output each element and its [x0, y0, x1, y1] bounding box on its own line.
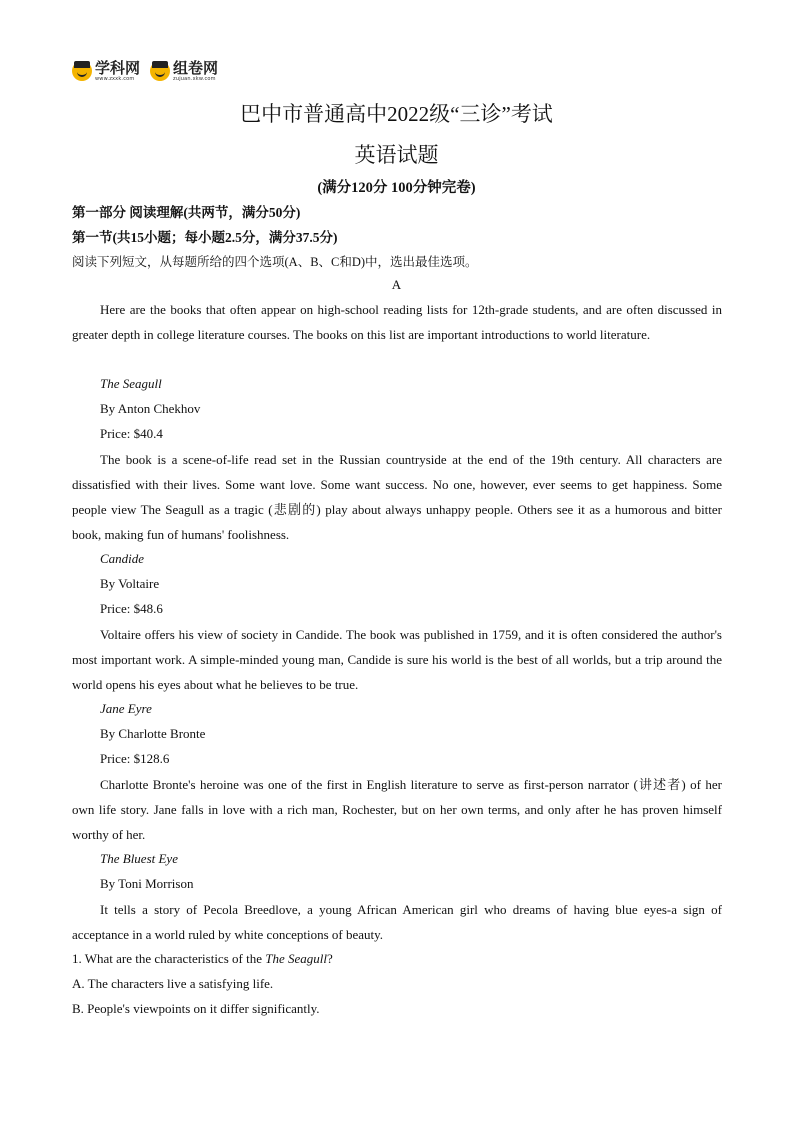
book-author: By Voltaire: [100, 576, 160, 591]
option-b: B. People's viewpoints on it differ significantly.: [72, 1001, 320, 1016]
question-stem: [72, 951, 333, 967]
owl-icon: [150, 61, 170, 81]
owl-icon: [72, 61, 92, 81]
book-title: Jane Eyre: [100, 701, 152, 716]
question-stem-title: The Seagull: [265, 951, 327, 966]
book-description: The book is a scene-of-life read set in the Russian countryside at the end of the 19th century. All characters are dissatisfied with their lives. Some want love. Some want success. No one, however, ever seems to get happiness. Some people view The Seagull as a tragic (悲剧的) play about always unhappy people. Others see it as a humorous and bitter book, making fun of humans' foolishness.: [72, 452, 722, 542]
logo-name: 学科网: [95, 58, 141, 77]
zujuanwang-logo: [150, 58, 219, 82]
book-title: The Bluest Eye: [100, 851, 178, 866]
book-price: Price: $40.4: [100, 426, 163, 441]
logo-url: zujuan.xkw.com: [173, 75, 216, 82]
question-stem-prefix: 1. What are the characteristics of the: [72, 951, 266, 966]
book-description: Voltaire offers his view of society in Candide. The book was published in 1759, and it is often considered the author's most important work. A simple-minded young man, Candide is sure his world is the best of all worlds, but a trip around the world opens his eyes about what he believes to be true.: [72, 627, 722, 692]
exam-title: 巴中市普通高中2022级“三诊”考试: [240, 102, 553, 126]
part-heading: 第一部分 阅读理解(共两节，满分50分): [72, 205, 301, 220]
book-author: By Toni Morrison: [100, 876, 194, 891]
logo-name: 组卷网: [173, 58, 219, 77]
section-heading: 第一节(共15小题；每小题2.5分，满分37.5分): [72, 230, 338, 245]
instruction: 阅读下列短文，从每题所给的四个选项(A、B、C和D)中，选出最佳选项。: [72, 255, 478, 269]
passage-intro: Here are the books that often appear on high-school reading lists for 12th-grade students, and are often discussed in greater depth in college literature courses. The books on this list are important introductions to world literature.: [72, 302, 722, 342]
score-note: (满分120分 100分钟完卷): [317, 180, 476, 196]
book-title: The Seagull: [100, 376, 162, 391]
passage-letter: A: [391, 277, 402, 292]
question-stem-suffix: ?: [326, 951, 333, 966]
book-description: It tells a story of Pecola Breedlove, a young African American girl who dreams of having blue eyes-a sign of acceptance in a world ruled by white conceptions of beauty.: [72, 902, 722, 942]
logo-url: www.zxxk.com: [95, 75, 135, 82]
book-title: Candide: [100, 551, 145, 566]
logo-header: [72, 58, 228, 84]
option-a: A. The characters live a satisfying life.: [72, 976, 274, 991]
book-author: By Anton Chekhov: [100, 401, 201, 416]
book-price: Price: $128.6: [100, 751, 170, 766]
book-description: Charlotte Bronte's heroine was one of the first in English literature to serve as first-person narrator (讲述者) of her own life story. Jane falls in love with a rich man, Rochester, but on her own terms, and only after he has proven himself worthy of her.: [72, 777, 722, 842]
xuekewang-logo: [72, 58, 141, 82]
book-price: Price: $48.6: [100, 601, 163, 616]
book-author: By Charlotte Bronte: [100, 726, 206, 741]
exam-subject: 英语试题: [354, 143, 439, 167]
